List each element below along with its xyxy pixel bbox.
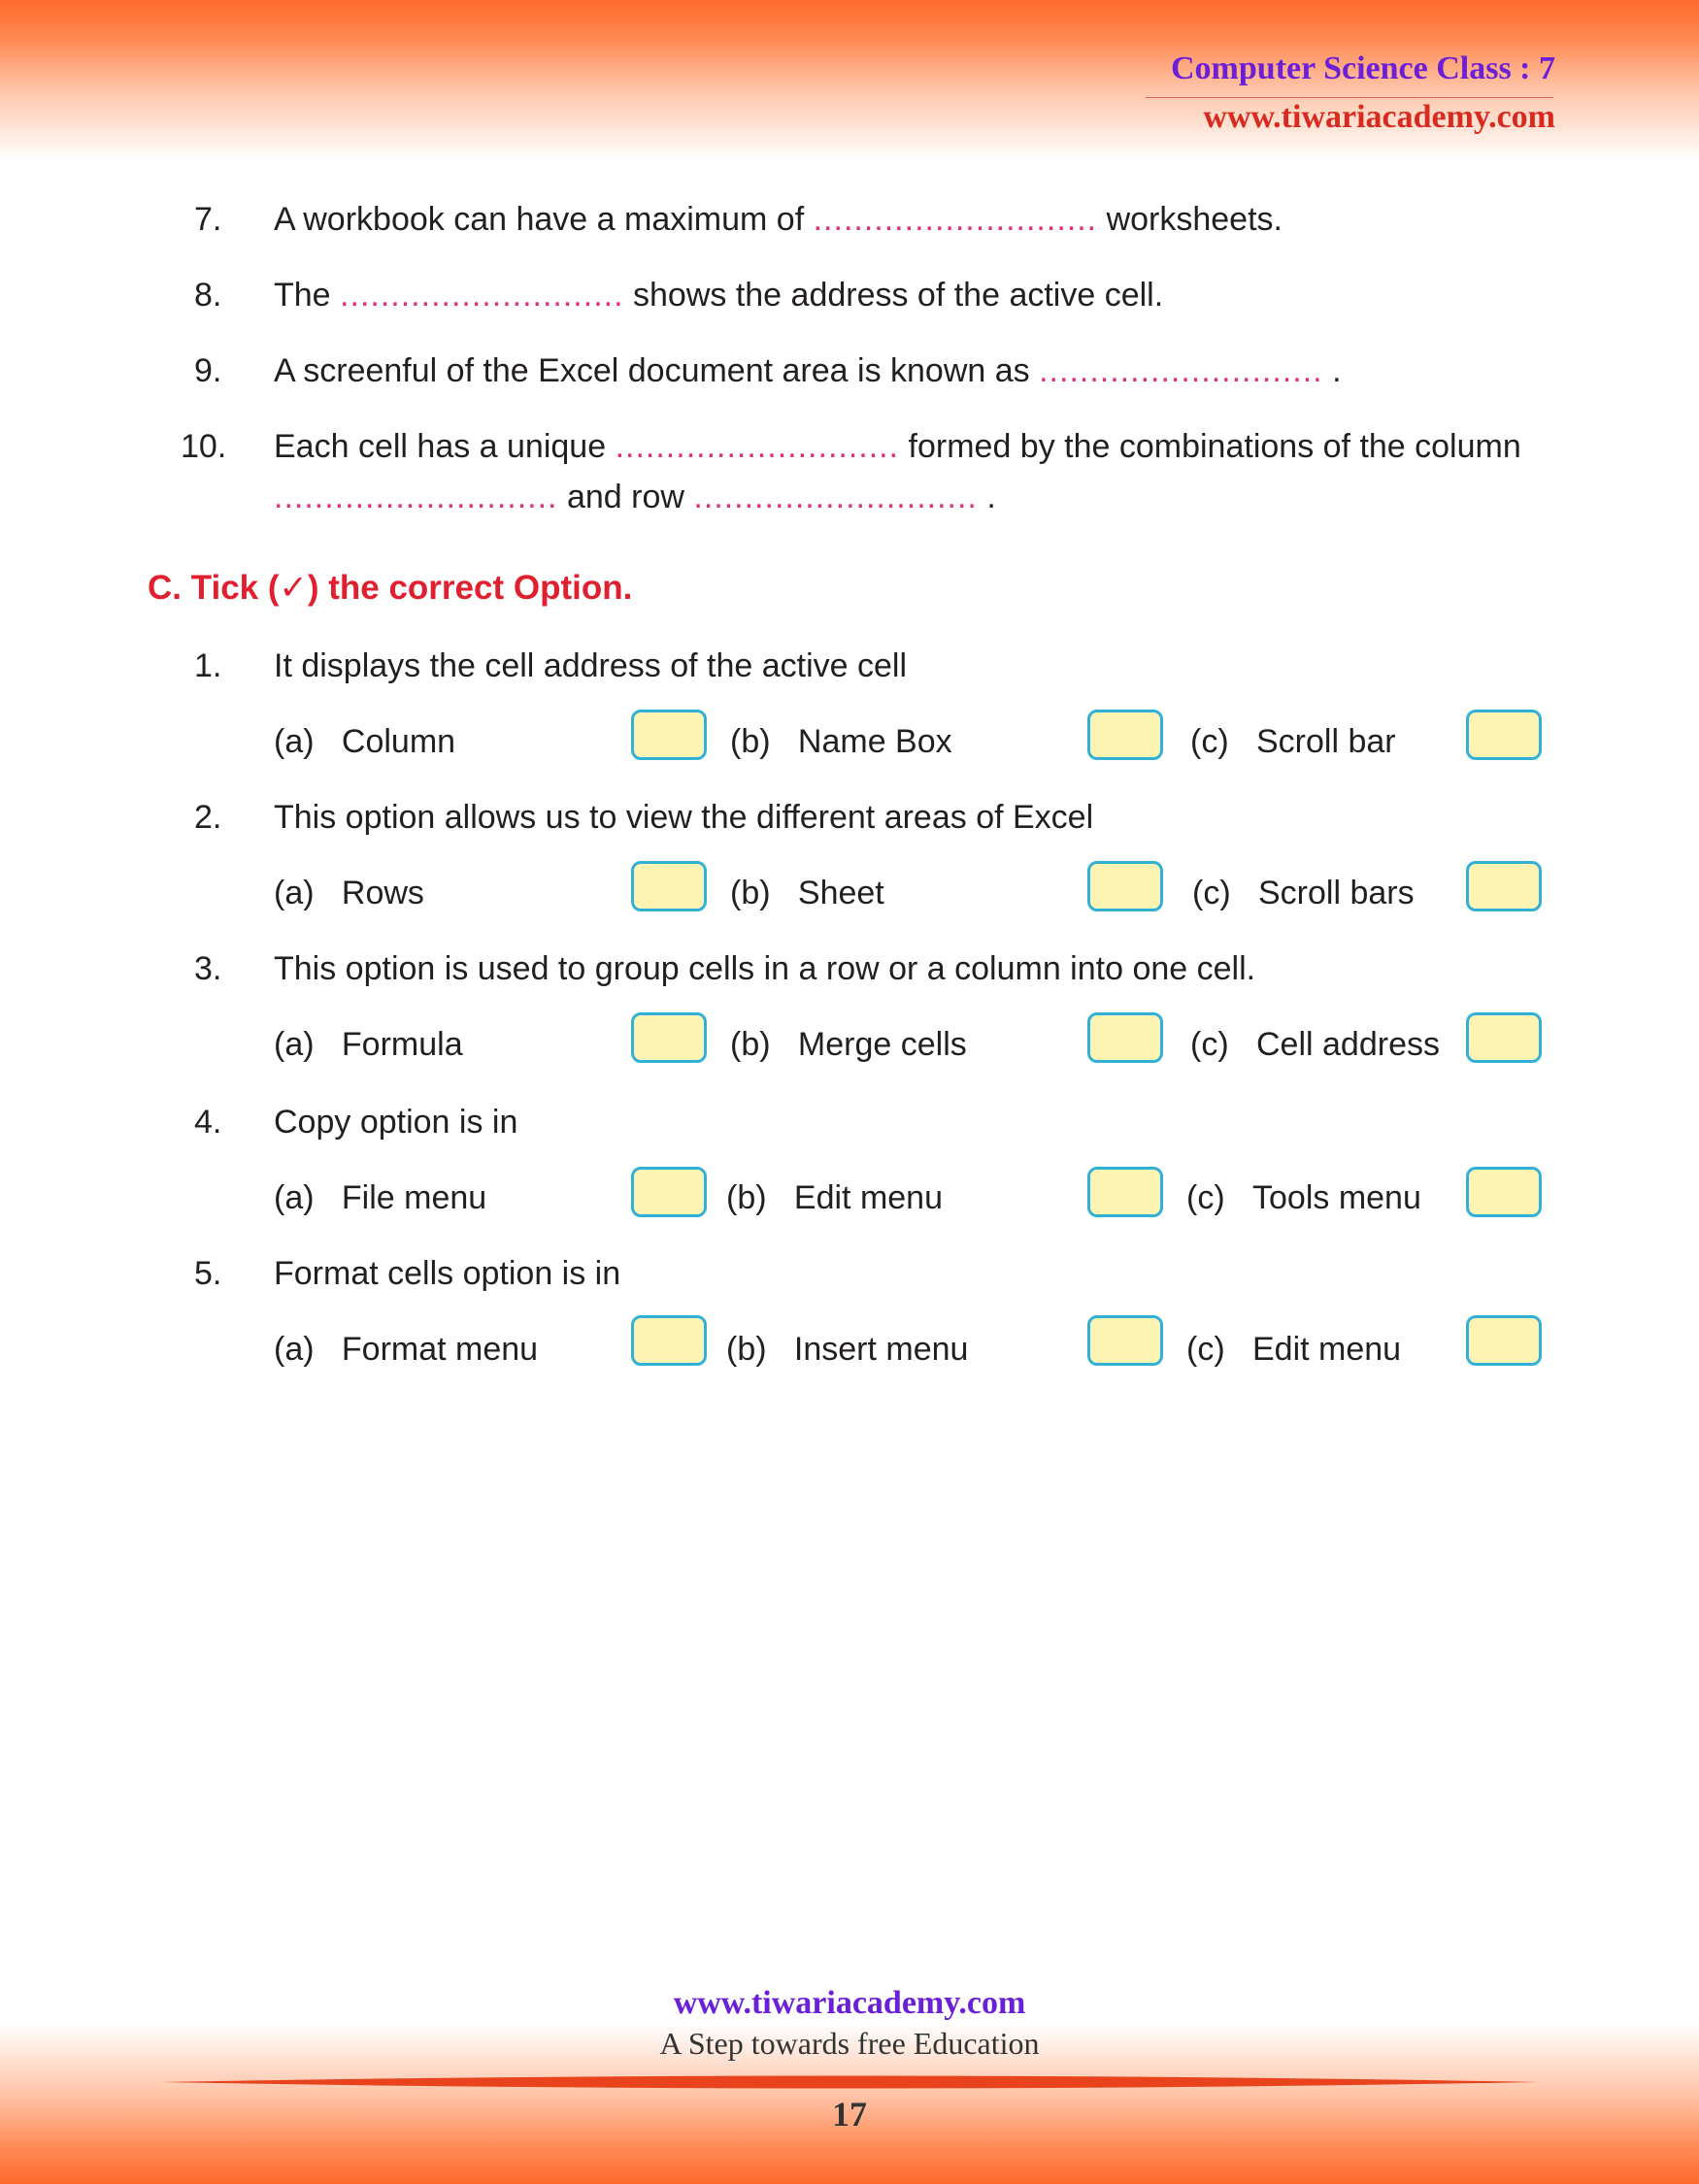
answer-blank[interactable]: ............................ <box>615 428 900 465</box>
option-b <box>730 872 884 914</box>
answer-checkbox[interactable] <box>631 1315 707 1366</box>
option-label: Column <box>341 723 456 760</box>
answer-checkbox[interactable] <box>1466 861 1542 911</box>
check-mark-icon: ✓ <box>279 569 308 608</box>
question-number: 2. <box>194 799 222 836</box>
fill-blank-item <box>274 425 1521 468</box>
answer-checkbox[interactable] <box>631 861 707 911</box>
item-text: formed by the combinations of the column <box>908 428 1521 465</box>
option-a <box>274 1328 538 1371</box>
option-label: Scroll bars <box>1258 875 1415 911</box>
option-c <box>1186 1176 1421 1219</box>
answer-checkbox[interactable] <box>631 710 707 760</box>
header-url[interactable]: www.tiwariacademy.com <box>1203 99 1555 135</box>
section-heading-text: C. Tick ( <box>148 569 280 607</box>
option-a <box>274 720 455 763</box>
item-text: . <box>986 479 996 515</box>
answer-checkbox[interactable] <box>631 1167 707 1217</box>
item-number: 10. <box>181 428 227 465</box>
option-label: Cell address <box>1256 1026 1440 1063</box>
item-text: shows the address of the active cell. <box>633 277 1164 314</box>
header-divider <box>1146 97 1553 98</box>
option-c <box>1190 1023 1440 1066</box>
option-label: Sheet <box>797 875 884 911</box>
option-letter: (b) <box>730 723 771 760</box>
item-text: . <box>1332 352 1342 389</box>
question-number: 3. <box>194 950 222 987</box>
option-letter: (c) <box>1186 1331 1225 1368</box>
answer-blank[interactable]: ............................ <box>340 277 624 314</box>
question-text: Copy option is in <box>274 1104 518 1141</box>
option-letter: (b) <box>730 1026 771 1063</box>
item-text: The <box>274 277 331 314</box>
option-label: Edit menu <box>793 1179 943 1216</box>
header-title: Computer Science Class : 7 <box>1171 50 1555 86</box>
question-number: 5. <box>194 1255 222 1292</box>
answer-blank[interactable]: ............................ <box>693 479 978 515</box>
option-c <box>1190 720 1396 763</box>
item-text: worksheets. <box>1106 201 1283 238</box>
footer-url[interactable]: www.tiwariacademy.com <box>673 1985 1026 2021</box>
answer-blank[interactable]: ............................ <box>1039 352 1323 389</box>
answer-blank[interactable]: ............................ <box>274 479 558 515</box>
option-label: Tools menu <box>1252 1179 1421 1216</box>
option-label: Formula <box>341 1026 463 1063</box>
option-label: Merge cells <box>797 1026 967 1063</box>
option-b <box>730 1023 967 1066</box>
answer-checkbox[interactable] <box>1087 1012 1163 1063</box>
option-b <box>726 1328 968 1371</box>
option-c <box>1186 1328 1401 1371</box>
option-label: Edit menu <box>1252 1331 1402 1368</box>
fill-blank-item <box>274 274 1163 316</box>
option-letter: (a) <box>274 1179 315 1216</box>
option-letter: (a) <box>274 1331 315 1368</box>
option-a <box>274 1023 463 1066</box>
answer-checkbox[interactable] <box>631 1012 707 1063</box>
option-a <box>274 1176 486 1219</box>
question-text: It displays the cell address of the active cell <box>274 647 907 684</box>
question-text: This option allows us to view the different areas of Excel <box>274 799 1094 836</box>
question-number: 4. <box>194 1104 222 1141</box>
answer-checkbox[interactable] <box>1087 861 1163 911</box>
footer-tagline: A Step towards free Education <box>659 2026 1040 2061</box>
option-label: Name Box <box>797 723 952 760</box>
option-letter: (c) <box>1190 1026 1229 1063</box>
answer-checkbox[interactable] <box>1087 1315 1163 1366</box>
answer-checkbox[interactable] <box>1466 1315 1542 1366</box>
option-label: Insert menu <box>793 1331 969 1368</box>
page-number: 17 <box>832 2095 867 2134</box>
answer-checkbox[interactable] <box>1087 1167 1163 1217</box>
question-text: Format cells option is in <box>274 1255 621 1292</box>
answer-checkbox[interactable] <box>1466 1167 1542 1217</box>
item-number: 8. <box>194 277 222 314</box>
section-heading <box>148 569 632 608</box>
option-c <box>1192 872 1415 914</box>
option-letter: (a) <box>274 723 315 760</box>
item-text: A workbook can have a maximum of <box>274 201 805 238</box>
option-b <box>730 720 952 763</box>
answer-checkbox[interactable] <box>1087 710 1163 760</box>
answer-blank[interactable]: ............................ <box>813 201 1098 238</box>
item-text: and row <box>566 479 684 515</box>
option-label: File menu <box>341 1179 487 1216</box>
option-letter: (c) <box>1190 723 1229 760</box>
option-label: Rows <box>341 875 424 911</box>
option-letter: (b) <box>726 1179 767 1216</box>
question-number: 1. <box>194 647 222 684</box>
fill-blank-item <box>274 198 1283 241</box>
option-label: Scroll bar <box>1256 723 1396 760</box>
footer-swoosh-divider <box>160 2073 1539 2091</box>
item-number: 9. <box>194 352 222 389</box>
section-heading-text: ) the correct Option. <box>307 569 633 607</box>
option-letter: (a) <box>274 1026 315 1063</box>
option-label: Format menu <box>341 1331 539 1368</box>
option-letter: (c) <box>1192 875 1231 911</box>
item-text: A screenful of the Excel document area is known as <box>274 352 1030 389</box>
item-text: Each cell has a unique <box>274 428 607 465</box>
answer-checkbox[interactable] <box>1466 1012 1542 1063</box>
option-letter: (c) <box>1186 1179 1225 1216</box>
item-number: 7. <box>194 201 222 238</box>
option-letter: (b) <box>726 1331 767 1368</box>
fill-blank-item-continued <box>274 476 996 518</box>
option-letter: (b) <box>730 875 771 911</box>
option-letter: (a) <box>274 875 315 911</box>
option-b <box>726 1176 943 1219</box>
question-text: This option is used to group cells in a row or a column into one cell. <box>274 950 1256 987</box>
fill-blank-item <box>274 349 1342 392</box>
option-a <box>274 872 424 914</box>
answer-checkbox[interactable] <box>1466 710 1542 760</box>
